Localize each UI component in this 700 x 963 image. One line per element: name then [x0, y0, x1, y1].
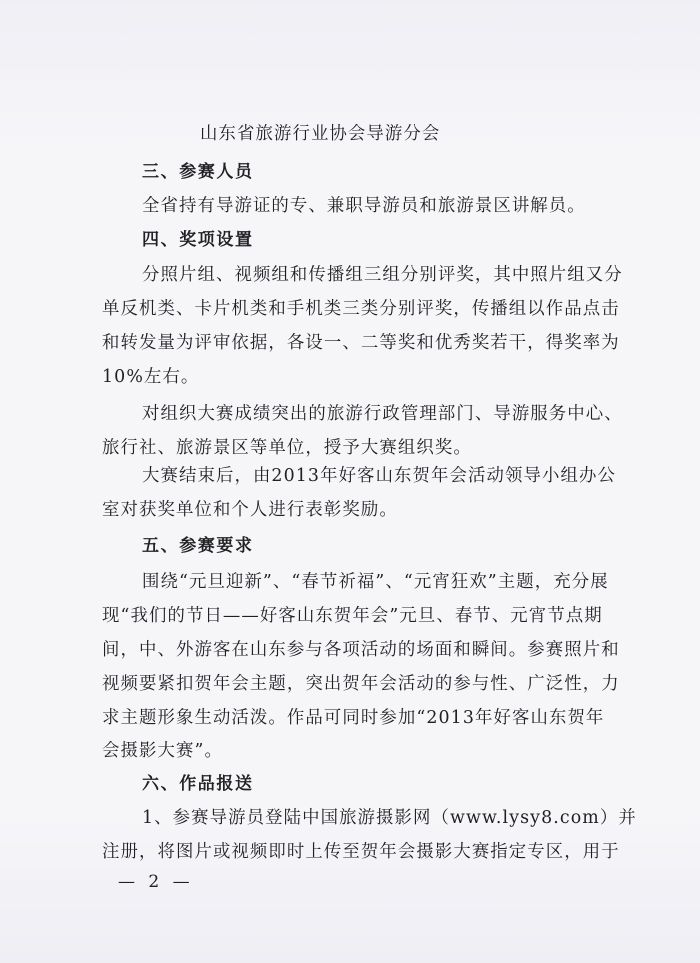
section-4-p1-line-1: 分照片组、视频组和传播组三组分别评奖，其中照片组又分	[142, 265, 623, 285]
section-6-p1-line-2: 注册，将图片或视频即时上传至贺年会摄影大赛指定专区，用于	[102, 842, 620, 862]
section-5-p1-line-5: 求主题形象生动活泼。作品可同时参加“2013年好客山东贺年	[102, 708, 605, 728]
section-4-p3-line-1: 大赛结束后，由2013年好客山东贺年会活动领导小组办公	[142, 466, 616, 486]
section-4-p1-line-4: 10%左右。	[102, 367, 200, 387]
section-5-p1-line-6: 会摄影大赛”。	[102, 741, 223, 761]
section-5-heading: 五、参赛要求	[142, 536, 254, 556]
section-4-p2-line-2: 旅行社、旅游景区等单位，授予大赛组织奖。	[102, 438, 472, 458]
section-4-p1-line-3: 和转发量为评审依据，各设一、二等奖和优秀奖若干，得奖率为	[102, 333, 620, 353]
section-6-p1-line-1: 1、参赛导游员登陆中国旅游摄影网（www.lysy8.com）并	[142, 808, 637, 828]
section-4-heading: 四、奖项设置	[142, 230, 254, 250]
section-6-heading: 六、作品报送	[142, 774, 254, 794]
section-3-text: 全省持有导游证的专、兼职导游员和旅游景区讲解员。	[142, 196, 586, 216]
section-3-heading: 三、参赛人员	[142, 162, 254, 182]
section-5-p1-line-1: 围绕“元旦迎新”、“春节祈福”、“元宵狂欢”主题，充分展	[142, 572, 609, 592]
organization-line: 山东省旅游行业协会导游分会	[200, 124, 441, 144]
page-number: — 2 —	[118, 872, 194, 892]
section-5-p1-line-2: 现“我们的节日——好客山东贺年会”元旦、春节、元宵节点期	[102, 606, 603, 626]
section-4-p1-line-2: 单反机类、卡片机类和手机类三类分别评奖，传播组以作品点击	[102, 299, 620, 319]
section-4-p2-line-1: 对组织大赛成绩突出的旅游行政管理部门、导游服务中心、	[142, 404, 623, 424]
section-5-p1-line-3: 间，中、外游客在山东参与各项活动的场面和瞬间。参赛照片和	[102, 640, 620, 660]
section-5-p1-line-4: 视频要紧扣贺年会主题，突出贺年会活动的参与性、广泛性，力	[102, 674, 620, 694]
section-4-p3-line-2: 室对获奖单位和个人进行表彰奖励。	[102, 500, 398, 520]
